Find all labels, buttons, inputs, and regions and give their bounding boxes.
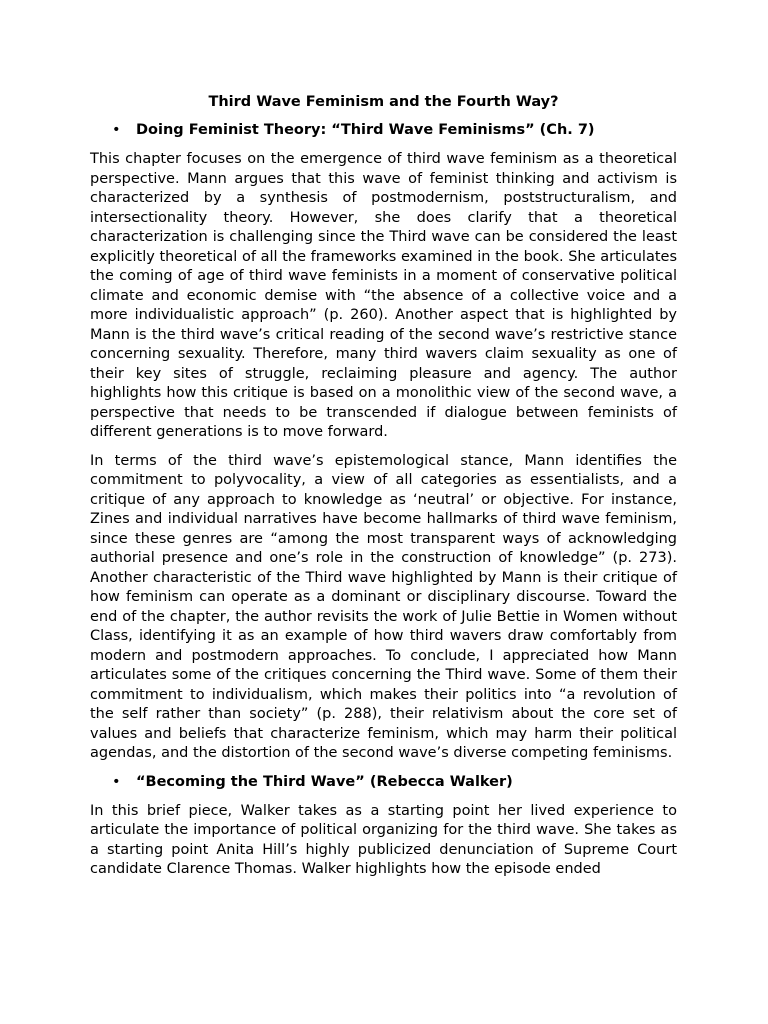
bullet-icon: • <box>112 773 121 790</box>
section-heading: “Becoming the Third Wave” (Rebecca Walker) <box>136 773 513 790</box>
section-heading-bullet <box>90 773 677 791</box>
section-heading: Doing Feminist Theory: “Third Wave Feminisms” (Ch. 7) <box>136 122 595 138</box>
document-title: Third Wave Feminism and the Fourth Way? <box>208 94 559 110</box>
paragraph: This chapter focuses on the emergence of third wave feminism as a theoretical perspective. Mann argues that this wave of feminist thinking and activism is characterized by a synthesis of postmodernism, poststructuralism, and intersectionality theory. However, she does clarify that a theoretical characterization is challenging since the Third wave can be considered the least explicitly theoretical of all the frameworks examined in the book. She articulates the coming of age of third wave feminists in a moment of conservative political climate and economic demise with “the absence of a collective voice and a more individualistic approach” (p. 260). Another aspect that is highlighted by Mann is the third wave’s critical reading of the second wave’s restrictive stance concerning sexuality. Therefore, many third wavers claim sexuality as one of their key sites of struggle, reclaiming pleasure and agency. The author highlights how this critique is based on a monolithic view of the second wave, a perspective that needs to be transcended if dialogue between feminists of different generations is to move forward. <box>90 151 677 440</box>
section-heading-bullet <box>90 121 677 139</box>
document-page <box>90 93 677 889</box>
bullet-icon: • <box>112 122 121 138</box>
paragraph: In this brief piece, Walker takes as a starting point her lived experience to articulate the importance of political organizing for the third wave. She takes as a starting point Anita Hill’s highly publicized denunciation of Supreme Court candidate Clarence Thomas. Walker highlights how the episode ended <box>90 802 677 877</box>
paragraph: In terms of the third wave’s epistemological stance, Mann identifies the commitment to polyvocality, a view of all categories as essentialists, and a critique of any approach to knowledge as ‘neutral’ or objective. For instance, Zines and individual narratives have become hallmarks of third wave feminism, since these genres are “among the most transparent ways of acknowledging authorial presence and one’s role in the construction of knowledge” (p. 273). Another characteristic of the Third wave highlighted by Mann is their critique of how feminism can operate as a dominant or disciplinary discourse. Toward the end of the chapter, the author revisits the work of Julie Bettie in Women without Class, identifying it as an example of how third wavers draw comfortably from modern and postmodern approaches. To conclude, I appreciated how Mann articulates some of the critiques concerning the Third wave. Some of them their commitment to individualism, which makes their politics into “a revolution of the self rather than society” (p. 288), their relativism about the core set of values and beliefs that characterize feminism, which may harm their political agendas, and the distortion of the second wave’s diverse competing feminisms. <box>90 452 677 761</box>
